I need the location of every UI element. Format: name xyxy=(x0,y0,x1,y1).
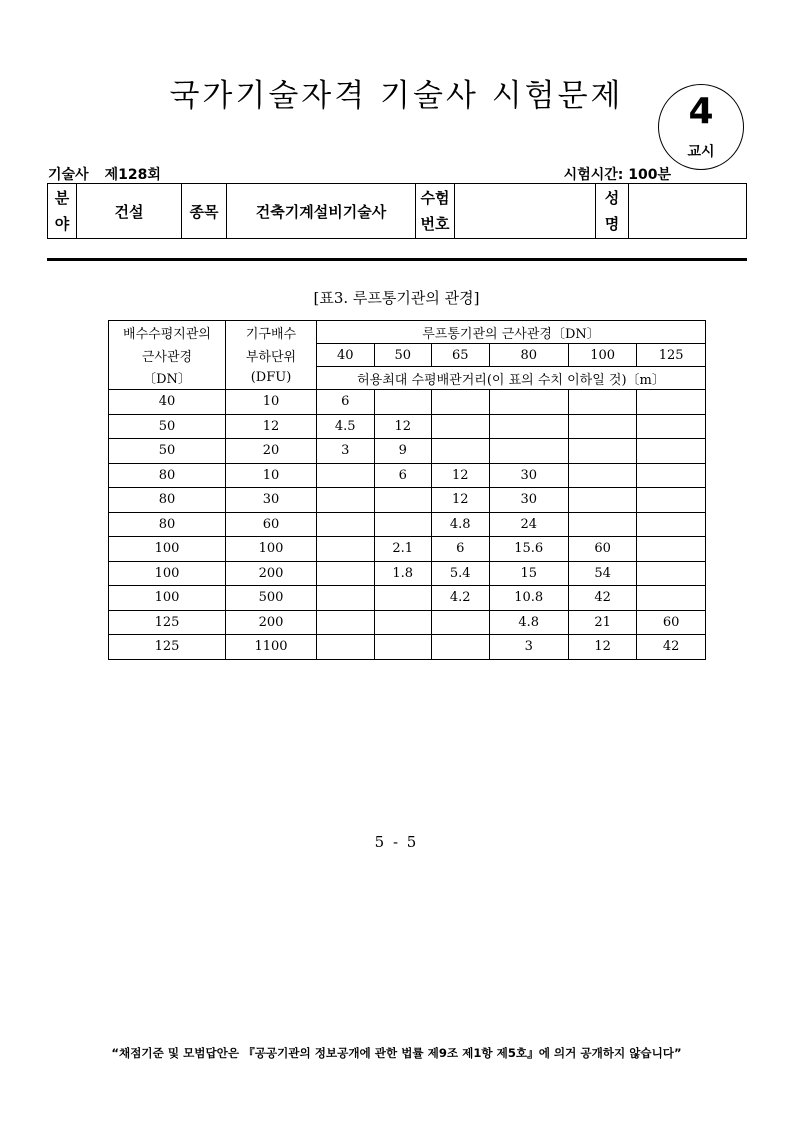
table-cell: 4.2 xyxy=(432,586,490,611)
table-cell xyxy=(374,488,432,513)
exam-number-label-line1: 수험 xyxy=(420,189,450,207)
table-cell xyxy=(568,463,636,488)
table-cell xyxy=(637,586,706,611)
table-cell: 30 xyxy=(489,463,568,488)
col1-header-line3: 〔DN〕 xyxy=(109,367,226,390)
table-cell: 80 xyxy=(109,512,226,537)
table-cell xyxy=(317,537,375,562)
table-cell xyxy=(568,390,636,415)
table-cell: 100 xyxy=(226,537,317,562)
table-cell: 60 xyxy=(226,512,317,537)
table-cell xyxy=(637,512,706,537)
table-cell: 12 xyxy=(226,414,317,439)
table-cell: 12 xyxy=(374,414,432,439)
table-cell xyxy=(374,390,432,415)
name-field[interactable] xyxy=(629,184,747,239)
table-row xyxy=(109,512,706,537)
table-cell: 9 xyxy=(374,439,432,464)
table-cell xyxy=(317,463,375,488)
table-cell xyxy=(432,390,490,415)
table-cell xyxy=(568,488,636,513)
exam-round: 제128회 xyxy=(104,167,161,183)
table-cell xyxy=(489,390,568,415)
table-body xyxy=(109,390,706,660)
table-cell xyxy=(637,537,706,562)
field-label-line2: 야 xyxy=(54,215,70,233)
exam-number-label-line2: 번호 xyxy=(420,215,450,233)
table-row xyxy=(109,439,706,464)
table-cell: 100 xyxy=(109,561,226,586)
table-cell xyxy=(637,463,706,488)
session-badge xyxy=(658,84,744,170)
table-caption: [표3. 루프통기관의 관경] xyxy=(313,289,480,307)
table-cell: 30 xyxy=(226,488,317,513)
table-cell: 200 xyxy=(226,561,317,586)
table-cell xyxy=(637,390,706,415)
table-cell: 21 xyxy=(568,610,636,635)
table-cell: 60 xyxy=(568,537,636,562)
table-row xyxy=(109,561,706,586)
table-cell: 15 xyxy=(489,561,568,586)
col2-header-line3: (DFU) xyxy=(226,367,317,390)
table-cell xyxy=(568,512,636,537)
page-number: 5 - 5 xyxy=(374,833,419,851)
table-cell xyxy=(637,488,706,513)
table-row xyxy=(109,586,706,611)
table-cell xyxy=(432,635,490,660)
table-cell: 10 xyxy=(226,390,317,415)
exam-type: 기술사 xyxy=(48,167,89,183)
table-cell: 42 xyxy=(637,635,706,660)
table-cell xyxy=(432,439,490,464)
table-cell: 40 xyxy=(109,390,226,415)
table-cell: 10 xyxy=(226,463,317,488)
table-cell: 4.5 xyxy=(317,414,375,439)
table-cell xyxy=(637,414,706,439)
col1-header-line2: 근사관경 xyxy=(109,344,226,367)
field-label xyxy=(48,184,77,239)
table-cell: 3 xyxy=(317,439,375,464)
table-cell: 80 xyxy=(109,488,226,513)
table-cell: 54 xyxy=(568,561,636,586)
table-cell xyxy=(374,635,432,660)
exam-info xyxy=(48,164,161,184)
table-row xyxy=(109,414,706,439)
table-cell: 50 xyxy=(109,414,226,439)
table-cell: 6 xyxy=(374,463,432,488)
exam-time: 시험시간: 100분 xyxy=(563,167,671,183)
table-row xyxy=(109,488,706,513)
field-label-line1: 분 xyxy=(54,189,70,207)
size-header: 65 xyxy=(432,344,490,367)
table-cell: 20 xyxy=(226,439,317,464)
table-cell: 12 xyxy=(568,635,636,660)
col2-header-line1: 기구배수 xyxy=(226,321,317,344)
table-cell: 125 xyxy=(109,635,226,660)
table-cell: 60 xyxy=(637,610,706,635)
name-label xyxy=(596,184,629,239)
field-value: 건설 xyxy=(77,184,182,239)
exam-header-table xyxy=(47,183,747,239)
table-cell xyxy=(317,561,375,586)
size-header: 50 xyxy=(374,344,432,367)
group-header: 루프통기관의 근사관경〔DN〕 xyxy=(317,321,706,344)
exam-title: 국가기술자격 기술사 시험문제 xyxy=(169,78,624,114)
table-cell: 12 xyxy=(432,463,490,488)
table-cell: 10.8 xyxy=(489,586,568,611)
divider xyxy=(47,258,747,261)
table-cell: 500 xyxy=(226,586,317,611)
table-cell xyxy=(374,610,432,635)
table-cell xyxy=(317,512,375,537)
session-number: 4 xyxy=(688,91,714,132)
table-cell: 80 xyxy=(109,463,226,488)
table-row xyxy=(109,635,706,660)
table-cell xyxy=(637,439,706,464)
table-cell: 1.8 xyxy=(374,561,432,586)
table-cell xyxy=(568,439,636,464)
table-cell: 6 xyxy=(432,537,490,562)
table-cell: 5.4 xyxy=(432,561,490,586)
size-header: 100 xyxy=(568,344,636,367)
table-cell: 4.8 xyxy=(432,512,490,537)
category-label: 종목 xyxy=(182,184,227,239)
exam-number-label xyxy=(416,184,455,239)
table-row xyxy=(109,390,706,415)
session-label: 교시 xyxy=(687,144,715,160)
loop-vent-size-table xyxy=(108,320,706,660)
category-value: 건축기계설비기술사 xyxy=(227,184,416,239)
table-cell xyxy=(568,414,636,439)
size-header: 125 xyxy=(637,344,706,367)
table-cell: 200 xyxy=(226,610,317,635)
name-label-line2: 명 xyxy=(604,215,620,233)
col1-header-line1: 배수수평지관의 xyxy=(109,321,226,344)
table-cell: 125 xyxy=(109,610,226,635)
table-cell: 1100 xyxy=(226,635,317,660)
table-cell xyxy=(374,512,432,537)
table-cell: 2.1 xyxy=(374,537,432,562)
table-cell xyxy=(374,586,432,611)
table-row xyxy=(109,610,706,635)
size-header: 80 xyxy=(489,344,568,367)
table-cell: 4.8 xyxy=(489,610,568,635)
footer-notice: “채점기준 및 모범답안은 『공공기관의 정보공개에 관한 법률 제9조 제1항 제5호』에 의거 공개하지 않습니다” xyxy=(111,1046,682,1060)
col2-header-line2: 부하단위 xyxy=(226,344,317,367)
table-cell xyxy=(317,488,375,513)
table-cell: 42 xyxy=(568,586,636,611)
table-cell xyxy=(317,586,375,611)
table-cell xyxy=(432,610,490,635)
table-cell: 50 xyxy=(109,439,226,464)
table-row xyxy=(109,537,706,562)
table-cell: 6 xyxy=(317,390,375,415)
table-cell: 12 xyxy=(432,488,490,513)
table-cell: 15.6 xyxy=(489,537,568,562)
table-cell xyxy=(489,439,568,464)
table-cell xyxy=(432,414,490,439)
table-cell: 3 xyxy=(489,635,568,660)
table-cell xyxy=(637,561,706,586)
exam-number-field[interactable] xyxy=(455,184,596,239)
table-cell: 100 xyxy=(109,537,226,562)
table-cell: 100 xyxy=(109,586,226,611)
size-header: 40 xyxy=(317,344,375,367)
table-cell xyxy=(317,635,375,660)
sub-header: 허용최대 수평배관거리(이 표의 수치 이하일 것)〔m〕 xyxy=(317,367,706,390)
table-cell xyxy=(489,414,568,439)
table-cell xyxy=(317,610,375,635)
table-cell: 24 xyxy=(489,512,568,537)
table-cell: 30 xyxy=(489,488,568,513)
table-row xyxy=(109,463,706,488)
name-label-line1: 성 xyxy=(604,189,620,207)
